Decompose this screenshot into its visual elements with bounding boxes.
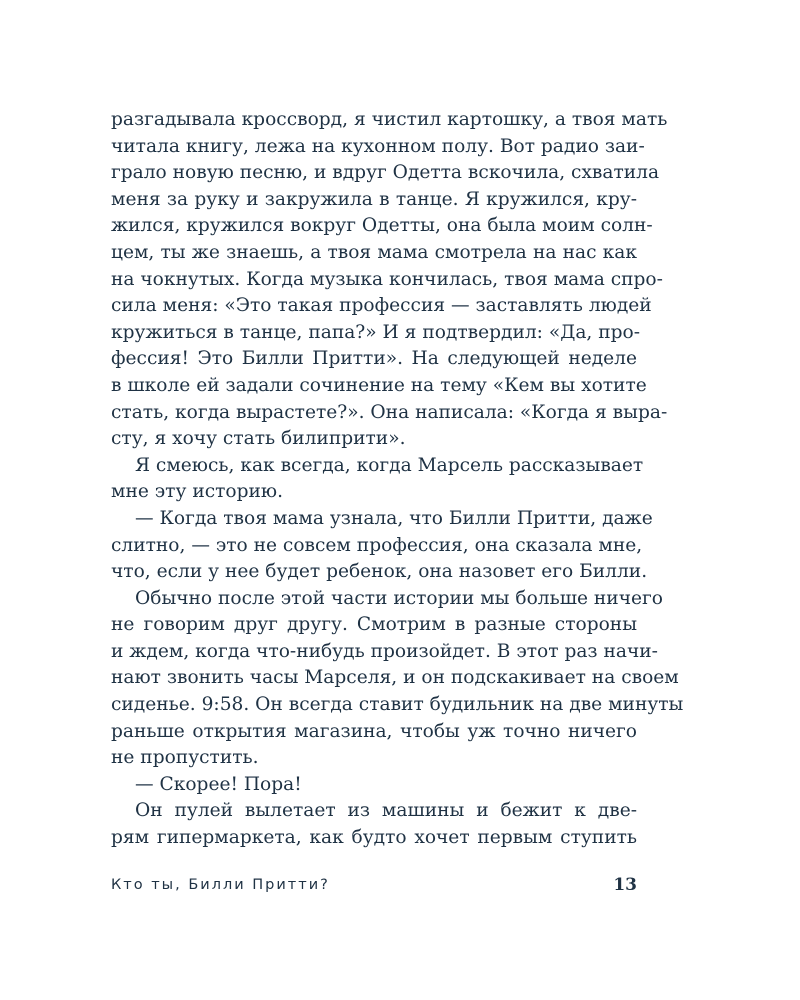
text-line: — Когда твоя мама узнала, что Билли Притти, даже xyxy=(135,507,653,529)
text-line: раньше открытия магазина, чтобы уж точно ничего xyxy=(111,720,637,742)
text-line: сила меня: «Это такая профессия — заставлять людей xyxy=(111,295,652,317)
text-line: сту, я хочу стать билиприти». xyxy=(111,428,406,450)
text-line: разгадывала кроссворд, я чистил картошку, а твоя мать xyxy=(111,109,668,130)
text-line: грало новую песню, и вдруг Одетта вскочила, схватила xyxy=(111,162,660,184)
text-line: и ждем, когда что-нибудь произойдет. В этот раз начи- xyxy=(111,640,658,662)
text-line: не пропустить. xyxy=(111,747,259,769)
text-line: мне эту историю. xyxy=(111,481,284,503)
text-line: кружиться в танце, папа?» И я подтвердил: «Да, про- xyxy=(111,321,641,343)
text-line: не говорим друг другу. Смотрим в разные стороны xyxy=(111,614,637,636)
text-line: слитно, — это не совсем профессия, она сказала мне, xyxy=(111,534,643,556)
text-line: рям гипермаркета, как будто хочет первым ступить xyxy=(111,827,637,849)
text-line: Он пулей вылетает из машины и бежит к две- xyxy=(135,800,637,822)
text-line: — Скорее! Пора! xyxy=(135,773,302,795)
text-line: Я смеюсь, как всегда, когда Марсель рассказывает xyxy=(135,454,644,476)
text-line: фессия! Это Билли Притти». На следующей неделе xyxy=(111,348,637,370)
page-number: 13 xyxy=(613,875,637,895)
text-line: сиденье. 9:58. Он всегда ставит будильник на две минуты xyxy=(111,694,684,716)
text-line: на чокнутых. Когда музыка кончилась, твоя мама спро- xyxy=(111,268,663,290)
running-title: Кто ты, Билли Притти? xyxy=(111,877,330,893)
text-line: цем, ты же знаешь, а твоя мама смотрела на нас как xyxy=(111,241,637,263)
text-line: жился, кружился вокруг Одетты, она была моим солн- xyxy=(111,215,653,237)
text-line: стать, когда вырастете?». Она написала: «Когда я выра- xyxy=(111,401,668,423)
text-line: в школе ей задали сочинение на тему «Кем вы хотите xyxy=(111,374,647,396)
page-footer xyxy=(111,873,637,897)
text-line: читала книгу, лежа на кухонном полу. Вот радио заи- xyxy=(111,135,645,157)
text-line: Обычно после этой части истории мы больше ничего xyxy=(135,587,663,609)
text-line: нают звонить часы Марселя, и он подскакивает на своем xyxy=(111,667,679,689)
text-line: что, если у нее будет ребенок, она назовет его Билли. xyxy=(111,561,648,583)
text-line: меня за руку и закружила в танце. Я кружился, кру- xyxy=(111,188,637,210)
body-text xyxy=(111,107,684,852)
